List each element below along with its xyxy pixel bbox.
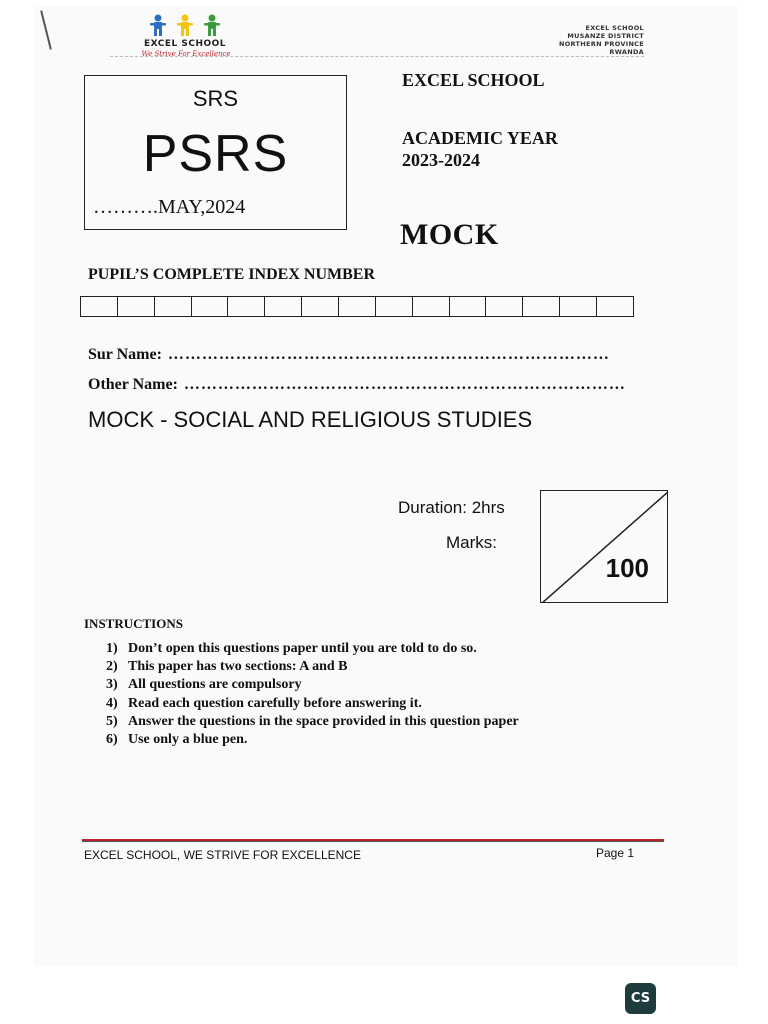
- index-number-label: PUPIL’S COMPLETE INDEX NUMBER: [88, 266, 375, 283]
- instruction-item: 3) All questions are compulsory: [106, 677, 302, 693]
- surname-label: Sur Name:: [88, 346, 162, 363]
- subject-title: MOCK - SOCIAL AND RELIGIOUS STUDIES: [88, 407, 533, 432]
- index-number-cell[interactable]: [81, 297, 118, 316]
- index-number-cell[interactable]: [339, 297, 376, 316]
- other-name-field[interactable]: [88, 376, 626, 394]
- camscanner-badge: CS: [625, 983, 656, 1014]
- surname-blank[interactable]: ……………………………………………………………………: [167, 346, 610, 363]
- instruction-item: 4) Read each question carefully before answering it.: [106, 695, 422, 711]
- exam-date: ……….MAY,2024: [93, 196, 246, 218]
- school-name: EXCEL SCHOOL: [402, 70, 545, 90]
- footer-divider: [82, 839, 664, 842]
- index-number-cell[interactable]: [228, 297, 265, 316]
- surname-field[interactable]: [88, 346, 610, 364]
- other-name-label: Other Name:: [88, 376, 178, 393]
- address-line: MUSANZE DISTRICT: [567, 32, 644, 40]
- instruction-item: 6) Use only a blue pen.: [106, 732, 248, 748]
- instruction-item: 2) This paper has two sections: A and B: [106, 659, 348, 675]
- other-name-blank[interactable]: ……………………………………………………………………: [183, 376, 626, 393]
- index-number-cell[interactable]: [265, 297, 302, 316]
- instructions-title: INSTRUCTIONS: [84, 616, 183, 631]
- logo-figure-yellow: [177, 15, 193, 37]
- logo-school-name: EXCEL SCHOOL: [143, 39, 227, 49]
- index-number-cell[interactable]: [523, 297, 560, 316]
- index-number-cell[interactable]: [302, 297, 339, 316]
- logo-figures-icon: [140, 14, 230, 36]
- exam-type: MOCK: [400, 218, 499, 251]
- address-line: RWANDA: [609, 48, 644, 56]
- index-number-cell[interactable]: [413, 297, 450, 316]
- instruction-item: 1) Don’t open this questions paper until you are told to do so.: [106, 641, 477, 656]
- school-logo: [110, 14, 260, 58]
- academic-year: [402, 127, 558, 171]
- logo-figure-blue: [150, 15, 166, 37]
- duration: Duration: 2hrs: [398, 498, 505, 517]
- index-number-boxes[interactable]: [80, 296, 634, 317]
- instruction-item: 5) Answer the questions in the space provided in this question paper: [106, 713, 519, 729]
- footer-motto: EXCEL SCHOOL, WE STRIVE FOR EXCELLENCE: [84, 848, 361, 862]
- page-number: Page 1: [596, 846, 635, 860]
- logo-motto: We Strive For Excellence: [141, 50, 231, 58]
- index-number-cell[interactable]: [376, 297, 413, 316]
- academic-year-value: 2023-2024: [402, 150, 480, 170]
- index-number-cell[interactable]: [560, 297, 597, 316]
- index-number-cell[interactable]: [597, 297, 633, 316]
- index-number-cell[interactable]: [486, 297, 523, 316]
- index-number-cell[interactable]: [192, 297, 229, 316]
- academic-year-label: ACADEMIC YEAR: [402, 128, 558, 148]
- index-number-cell[interactable]: [155, 297, 192, 316]
- school-address: [559, 24, 644, 56]
- marks-total: 100: [605, 553, 649, 583]
- exam-title: PSRS: [142, 125, 289, 183]
- address-line: EXCEL SCHOOL: [585, 24, 644, 32]
- index-number-cell[interactable]: [450, 297, 487, 316]
- marks-box-diagonal: [541, 491, 668, 603]
- header-divider: [110, 56, 644, 57]
- exam-code: SRS: [192, 86, 239, 111]
- exam-code-box: [84, 75, 347, 230]
- instructions-list: [106, 640, 519, 749]
- marks-box[interactable]: [540, 490, 668, 603]
- logo-figure-green: [204, 15, 220, 37]
- address-line: NORTHERN PROVINCE: [558, 40, 644, 48]
- index-number-cell[interactable]: [118, 297, 155, 316]
- marks-label: Marks:: [446, 533, 497, 552]
